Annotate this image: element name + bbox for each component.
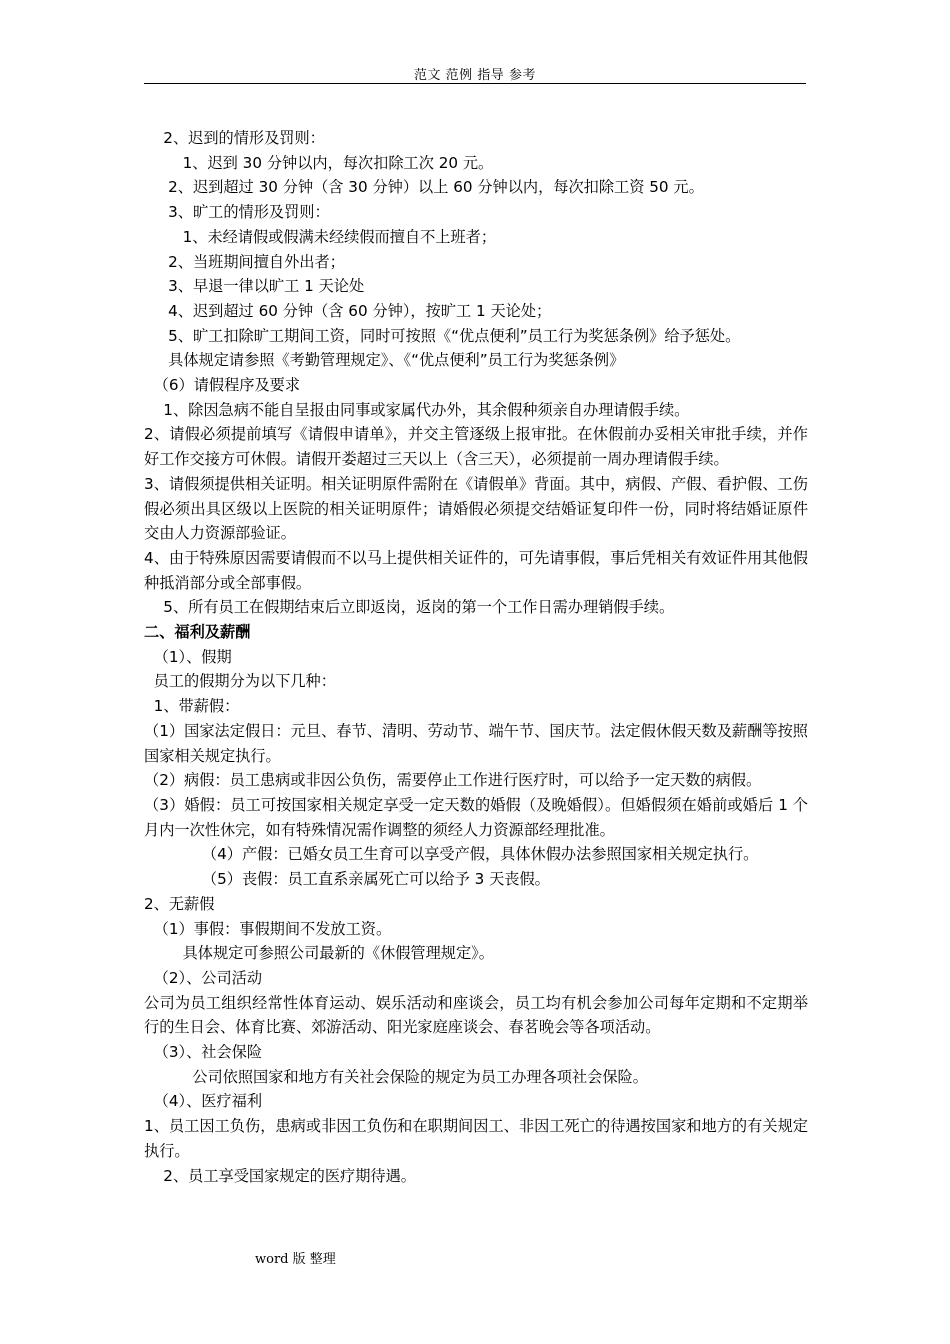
text-line: 具体规定可参照公司最新的《休假管理规定》。 — [144, 944, 494, 963]
paragraph: （1）国家法定假日：元旦、春节、清明、劳动节、端午节、国庆节。法定假休假天数及薪酬等按照国家相关规定执行。 — [144, 721, 808, 765]
paragraph: 4、由于特殊原因需要请假而不以马上提供相关证件的，可先请事假，事后凭相关有效证件用其他假种抵消部分或全部事假。 — [144, 548, 808, 592]
text-line: 4、迟到超过 60 分钟（含 60 分钟），按旷工 1 天论处； — [144, 301, 552, 320]
section-heading: （1）、假期 — [144, 647, 232, 666]
page-header: 范文 范例 指导 参考 — [414, 68, 536, 83]
text-line: 1、除因急病不能自呈报由同事或家属代办外，其余假种须亲自办理请假手续。 — [144, 400, 690, 419]
paragraph: 3、请假须提供相关证明。相关证明原件需附在《请假单》背面。其中，病假、产假、看护假、工伤假必须出具区级以上医院的相关证明原件；请婚假必须提交结婚证复印件一份，同时将结婚证原件交由人力资源部验证。 — [144, 474, 808, 543]
section-heading: （4）、医疗福利 — [144, 1092, 263, 1111]
document-body — [144, 126, 808, 1188]
text-line: 5、所有员工在假期结束后立即返岗，返岗的第一个工作日需办理销假手续。 — [144, 598, 675, 617]
text-line: 1、未经请假或假满未经续假而擅自不上班者； — [144, 227, 497, 246]
paragraph: （2）病假：员工患病或非因公负伤，需要停止工作进行医疗时，可以给予一定天数的病假。 — [144, 771, 762, 790]
text-line: 3、早退一律以旷工 1 天论处 — [144, 277, 365, 296]
paragraph: （3）婚假：员工可按国家相关规定享受一定天数的婚假（及晚婚假）。但婚假须在婚前或婚后 1 个月内一次性休完，如有特殊情况需作调整的须经人力资源部经理批准。 — [144, 795, 808, 839]
text-line: 具体规定请参照《考勤管理规定》、《“优点便利”员工行为奖惩条例》 — [144, 351, 625, 370]
text-line: 员工的假期分为以下几种： — [144, 672, 336, 691]
header-rule — [144, 83, 806, 84]
text-line: 公司依照国家和地方有关社会保险的规定为员工办理各项社会保险。 — [144, 1067, 648, 1086]
text-line: 5、旷工扣除旷工期间工资，同时可按照《“优点便利”员工行为奖惩条例》给予惩处。 — [144, 326, 741, 345]
text-line: 1、带薪假： — [144, 697, 240, 716]
text-line: 2、迟到的情形及罚则： — [144, 129, 325, 147]
paragraph: 2、请假必须提前填写《请假申请单》，并交主管逐级上报审批。在休假前办妥相关审批手续，并作好工作交接方可休假。请假开娄超过三天以上（含三天），必须提前一周办理请假手续。 — [144, 425, 808, 469]
text-line: （5）丧假：员工直系亲属死亡可以给予 3 天丧假。 — [144, 870, 550, 889]
page-footer: word 版 整理 — [255, 1252, 336, 1267]
paragraph: 1、员工因工负伤，患病或非因工负伤和在职期间因工、非因工死亡的待遇按国家和地方的有关规定执行。 — [144, 1117, 808, 1160]
section-heading: （3）、社会保险 — [144, 1043, 263, 1062]
text-line: （1）事假：事假期间不发放工资。 — [144, 919, 392, 938]
text-line: 2、无薪假 — [144, 894, 215, 913]
text-line: 1、迟到 30 分钟以内，每次扣除工次 20 元。 — [144, 153, 494, 172]
chapter-heading: 二、福利及薪酬 — [144, 623, 251, 642]
text-line: 2、迟到超过 30 分钟（含 30 分钟）以上 60 分钟以内，每次扣除工资 50 元。 — [144, 178, 704, 197]
section-heading: （2）、公司活动 — [144, 968, 263, 987]
text-line: 3、旷工的情形及罚则： — [144, 203, 330, 222]
text-line: 2、员工享受国家规定的医疗期待遇。 — [144, 1166, 416, 1185]
text-line: （4）产假：已婚女员工生育可以享受产假，具体休假办法参照国家相关规定执行。 — [144, 845, 759, 864]
section-heading: （6）请假程序及要求 — [144, 376, 301, 395]
text-line: 2、当班期间擅自外出者； — [144, 252, 345, 271]
paragraph: 公司为员工组织经常性体育运动、娱乐活动和座谈会，员工均有机会参加公司每年定期和不定期举行的生日会、体育比赛、郊游活动、阳光家庭座谈会、春茗晚会等各项活动。 — [144, 993, 808, 1037]
